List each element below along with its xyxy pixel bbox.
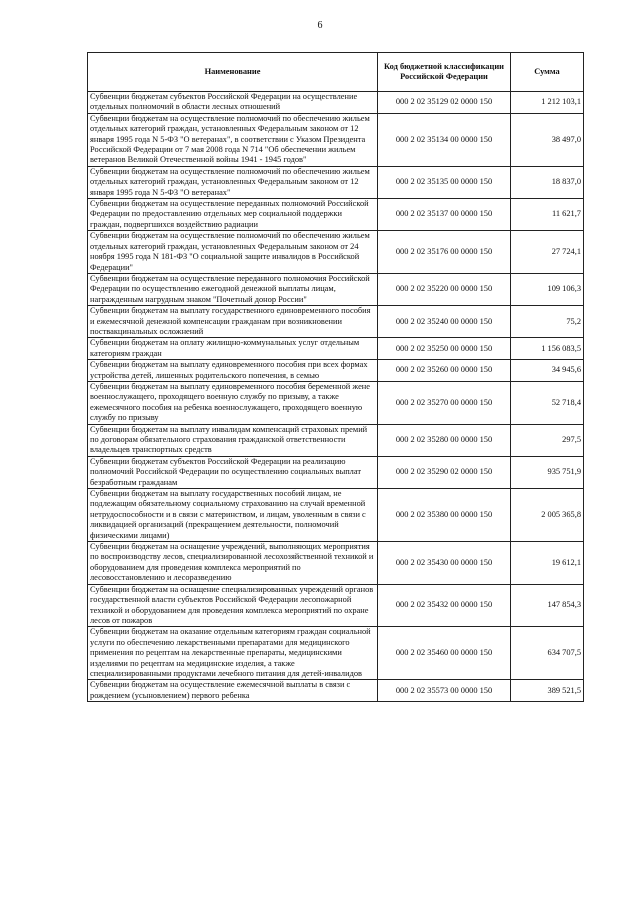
row-name: Субвенции бюджетам на осуществление полномочий по обеспечению жильем отдельных категорий граждан, установленных Федеральным законом от 12 января 1995 года N 5-ФЗ "О ветеранах"	[88, 166, 378, 198]
table-row	[88, 680, 584, 702]
row-name: Субвенции бюджетам на осуществление ежемесячной выплаты в связи с рождением (усыновлением) первого ребенка	[88, 680, 378, 702]
table-row	[88, 113, 584, 166]
row-code: 000 2 02 35573 00 0000 150	[378, 680, 511, 702]
table-row	[88, 166, 584, 198]
row-code: 000 2 02 35460 00 0000 150	[378, 627, 511, 680]
row-code: 000 2 02 35134 00 0000 150	[378, 113, 511, 166]
row-name: Субвенции бюджетам на осуществление полномочий по обеспечению жильем отдельных категорий граждан, установленных Федеральным законом от 12 января 1995 года N 5-ФЗ "О ветеранах", в соответствии с Указом Президента Российской Федерации от 7 мая 2008 года N 714 "Об обеспечении жильем ветеранов Великой Отечественной войны 1941 - 1945 годов"	[88, 113, 378, 166]
row-name: Субвенции бюджетам на выплату государственных пособий лицам, не подлежащим обязательному социальному страхованию на случай временной нетрудоспособности и в связи с материнством, и лицам, уволенным в связи с ликвидацией организаций (прекращением деятельности, полномочий физическими лицами)	[88, 489, 378, 542]
row-name: Субвенции бюджетам на оплату жилищно-коммунальных услуг отдельным категориям граждан	[88, 338, 378, 360]
row-code: 000 2 02 35135 00 0000 150	[378, 166, 511, 198]
row-code: 000 2 02 35270 00 0000 150	[378, 381, 511, 424]
row-name: Субвенции бюджетам на выплату единовременного пособия беременной жене военнослужащего, проходящего военную службу по призыву, а также ежемесячного пособия на ребенка военнослужащего, проходящего военную службу по призыву	[88, 381, 378, 424]
page-number: 6	[317, 20, 323, 31]
table-header-row	[88, 53, 584, 92]
row-sum: 11 621,7	[511, 199, 584, 231]
row-code: 000 2 02 35280 00 0000 150	[378, 424, 511, 456]
row-name: Субвенции бюджетам на оснащение учреждений, выполняющих мероприятия по воспроизводству лесов, специализированной лесохозяйственной техникой и оборудованием для проведения комплекса мероприятий по лесовосстановлению и лесоразведению	[88, 542, 378, 585]
table-row	[88, 489, 584, 542]
budget-table	[87, 52, 584, 702]
row-sum: 38 497,0	[511, 113, 584, 166]
row-code: 000 2 02 35137 00 0000 150	[378, 199, 511, 231]
row-sum: 147 854,3	[511, 584, 584, 627]
row-name: Субвенции бюджетам на выплату государственного единовременного пособия и ежемесячной денежной компенсации гражданам при возникновении поствакцинальных осложнений	[88, 306, 378, 338]
row-name: Субвенции бюджетам на осуществление полномочий по обеспечению жильем отдельных категорий граждан, установленных Федеральным законом от 24 ноября 1995 года N 181-ФЗ "О социальной защите инвалидов в Российской Федерации"	[88, 231, 378, 274]
table-row	[88, 381, 584, 424]
row-code: 000 2 02 35380 00 0000 150	[378, 489, 511, 542]
row-sum: 2 005 365,8	[511, 489, 584, 542]
row-code: 000 2 02 35430 00 0000 150	[378, 542, 511, 585]
row-sum: 935 751,9	[511, 456, 584, 488]
row-code: 000 2 02 35240 00 0000 150	[378, 306, 511, 338]
row-sum: 1 212 103,1	[511, 92, 584, 114]
row-code: 000 2 02 35176 00 0000 150	[378, 231, 511, 274]
table-row	[88, 273, 584, 305]
row-name: Субвенции бюджетам на осуществление переданных полномочий Российской Федерации по предоставлению отдельных мер социальной поддержки граждан, подвергшихся воздействию радиации	[88, 199, 378, 231]
row-sum: 297,5	[511, 424, 584, 456]
table-row	[88, 456, 584, 488]
row-sum: 634 707,5	[511, 627, 584, 680]
table-row	[88, 231, 584, 274]
row-sum: 18 837,0	[511, 166, 584, 198]
row-sum: 1 156 083,5	[511, 338, 584, 360]
row-code: 000 2 02 35432 00 0000 150	[378, 584, 511, 627]
table-row	[88, 627, 584, 680]
table-row	[88, 360, 584, 382]
table-row	[88, 542, 584, 585]
row-name: Субвенции бюджетам на выплату единовременного пособия при всех формах устройства детей, лишенных родительского попечения, в семью	[88, 360, 378, 382]
header-name: Наименование	[88, 53, 378, 92]
row-sum: 19 612,1	[511, 542, 584, 585]
row-sum: 52 718,4	[511, 381, 584, 424]
row-name: Субвенции бюджетам на оказание отдельным категориям граждан социальной услуги по обеспечению лекарственными препаратами для медицинского применения по рецептам на лекарственные препараты, медицинскими изделиями по рецептам на медицинские изделия, а также специализированными продуктами лечебного питания для детей-инвалидов	[88, 627, 378, 680]
row-sum: 34 945,6	[511, 360, 584, 382]
row-name: Субвенции бюджетам субъектов Российской Федерации на осуществление отдельных полномочий в области лесных отношений	[88, 92, 378, 114]
header-code: Код бюджетной классификации Российской Федерации	[378, 53, 511, 92]
row-sum: 389 521,5	[511, 680, 584, 702]
row-name: Субвенции бюджетам на выплату инвалидам компенсаций страховых премий по договорам обязательного страхования гражданской ответственности владельцев транспортных средств	[88, 424, 378, 456]
row-name: Субвенции бюджетам субъектов Российской Федерации на реализацию полномочий Российской Федерации по осуществлению социальных выплат безработным гражданам	[88, 456, 378, 488]
row-code: 000 2 02 35290 02 0000 150	[378, 456, 511, 488]
table-row	[88, 424, 584, 456]
row-sum: 75,2	[511, 306, 584, 338]
table-row	[88, 199, 584, 231]
row-sum: 27 724,1	[511, 231, 584, 274]
table-row	[88, 92, 584, 114]
row-name: Субвенции бюджетам на осуществление переданного полномочия Российской Федерации по осуществлению ежегодной денежной выплаты лицам, награжденным нагрудным знаком "Почетный донор России"	[88, 273, 378, 305]
table-row	[88, 338, 584, 360]
table-row	[88, 306, 584, 338]
row-sum: 109 106,3	[511, 273, 584, 305]
row-code: 000 2 02 35220 00 0000 150	[378, 273, 511, 305]
row-code: 000 2 02 35260 00 0000 150	[378, 360, 511, 382]
row-name: Субвенции бюджетам на оснащение специализированных учреждений органов государственной власти субъектов Российской Федерации лесопожарной техникой и оборудованием для проведения комплекса мероприятий по охране лесов от пожаров	[88, 584, 378, 627]
row-code: 000 2 02 35129 02 0000 150	[378, 92, 511, 114]
row-code: 000 2 02 35250 00 0000 150	[378, 338, 511, 360]
header-sum: Сумма	[511, 53, 584, 92]
table-row	[88, 584, 584, 627]
